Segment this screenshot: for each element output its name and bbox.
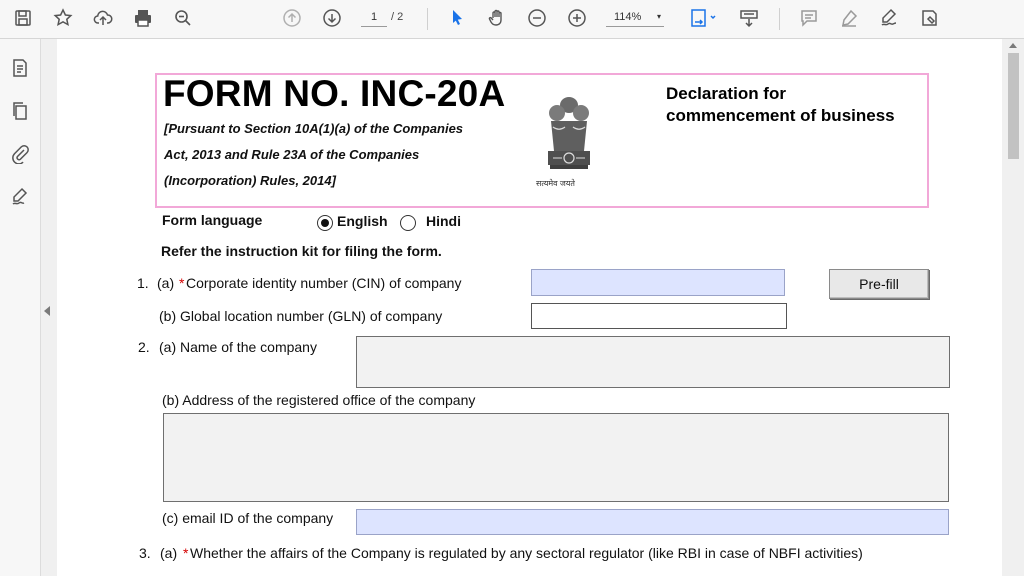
- page-down-icon[interactable]: [319, 5, 345, 31]
- cin-input[interactable]: [531, 269, 785, 296]
- radio-selected-dot: [321, 219, 329, 227]
- q3a-prefix: (a): [160, 545, 178, 561]
- sectoral-regulator-label: Whether the affairs of the Company is regulated by any sectoral regulator (like RBI in case of NBFI activities): [190, 545, 863, 561]
- chevron-down-icon: ▾: [656, 12, 661, 21]
- declaration-line: Declaration for: [666, 84, 786, 103]
- q1a-prefix: (a): [157, 275, 175, 291]
- scroll-mode-icon[interactable]: [736, 5, 762, 31]
- scroll-up-arrow-icon[interactable]: [1009, 43, 1017, 48]
- declaration-title: [666, 83, 895, 127]
- declaration-line: commencement of business: [666, 106, 895, 125]
- form-subtitle-line: [Pursuant to Section 10A(1)(a) of the Companies: [164, 121, 464, 136]
- company-name-field[interactable]: [356, 336, 950, 388]
- top-toolbar: [0, 0, 1024, 39]
- question-number: 1.: [137, 275, 149, 291]
- save-icon[interactable]: [10, 5, 36, 31]
- form-header-box: [155, 73, 929, 208]
- prefill-button[interactable]: Pre-fill: [829, 269, 929, 299]
- gln-input[interactable]: [531, 303, 787, 329]
- email-label: (c) email ID of the company: [162, 510, 334, 526]
- radio-hindi[interactable]: [400, 215, 416, 231]
- zoom-in-icon[interactable]: [564, 5, 590, 31]
- zoom-select[interactable]: [606, 8, 664, 27]
- sign-icon[interactable]: [876, 5, 902, 31]
- zoom-search-icon[interactable]: [170, 5, 196, 31]
- zoom-value: 114%: [614, 11, 642, 23]
- registered-address-field[interactable]: [163, 413, 949, 502]
- fit-page-icon[interactable]: [685, 5, 721, 31]
- left-tools-panel: [0, 39, 41, 576]
- vertical-scrollbar[interactable]: [1003, 39, 1024, 576]
- collapse-panel-arrow-icon[interactable]: [44, 306, 50, 316]
- select-cursor-icon[interactable]: [444, 5, 470, 31]
- email-input[interactable]: [356, 509, 949, 535]
- page-up-icon[interactable]: [279, 5, 305, 31]
- signatures-icon[interactable]: [7, 184, 33, 210]
- cin-label: Corporate identity number (CIN) of company: [186, 275, 462, 291]
- page-number-input[interactable]: 1: [361, 8, 387, 27]
- upload-cloud-icon[interactable]: [90, 5, 116, 31]
- question-number: 3.: [139, 545, 151, 561]
- gln-label: (b) Global location number (GLN) of company: [159, 308, 443, 324]
- page-thumbnails-icon[interactable]: [7, 55, 33, 81]
- bookmark-star-icon[interactable]: [50, 5, 76, 31]
- radio-english[interactable]: [317, 215, 333, 231]
- print-icon[interactable]: [130, 5, 156, 31]
- company-name-label: (a) Name of the company: [159, 339, 317, 355]
- required-asterisk: *: [179, 275, 185, 291]
- comment-icon[interactable]: [796, 5, 822, 31]
- attachment-icon[interactable]: [7, 141, 33, 167]
- toolbar-separator: [427, 8, 428, 30]
- zoom-out-icon[interactable]: [524, 5, 550, 31]
- form-language-label: Form language: [162, 212, 263, 228]
- radio-hindi-label[interactable]: Hindi: [426, 213, 461, 229]
- copy-pages-icon[interactable]: [7, 98, 33, 124]
- radio-english-label[interactable]: English: [337, 213, 388, 229]
- highlight-icon[interactable]: [836, 5, 862, 31]
- registered-address-label: (b) Address of the registered office of the company: [162, 392, 476, 408]
- national-emblem-icon: [539, 93, 599, 189]
- scrollbar-thumb[interactable]: [1008, 53, 1019, 159]
- form-title: FORM NO. INC-20A: [163, 73, 506, 114]
- fill-sign-icon[interactable]: [916, 5, 942, 31]
- page-total: / 2: [391, 11, 404, 23]
- form-subtitle-line: Act, 2013 and Rule 23A of the Companies: [164, 147, 420, 162]
- instruction-text: Refer the instruction kit for filing the form.: [161, 243, 442, 259]
- emblem-caption: सत्यमेव जयते: [536, 179, 575, 188]
- form-subtitle-line: (Incorporation) Rules, 2014]: [164, 173, 336, 188]
- question-number: 2.: [138, 339, 150, 355]
- required-asterisk: *: [183, 545, 189, 561]
- hand-pan-icon[interactable]: [484, 5, 510, 31]
- toolbar-separator: [779, 8, 780, 30]
